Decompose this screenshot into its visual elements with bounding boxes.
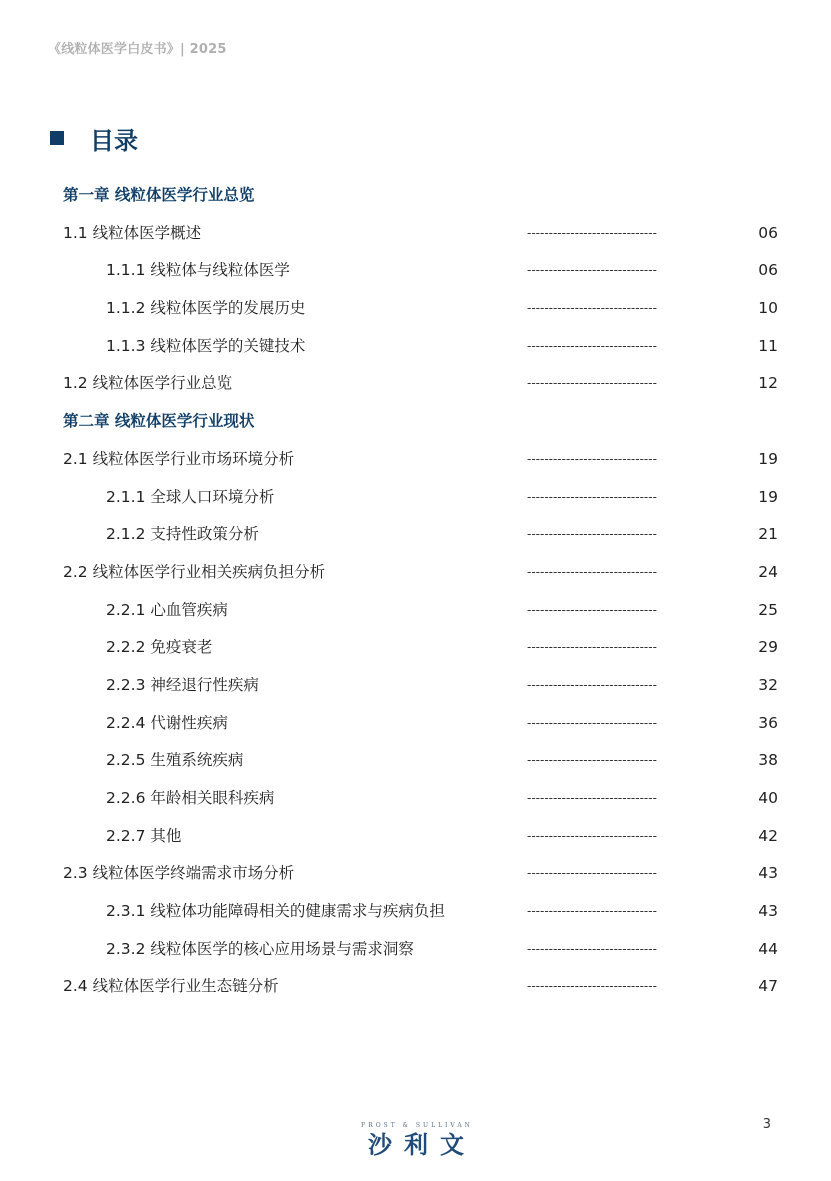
toc-leader-dashes: ------------------------------ xyxy=(527,527,657,542)
toc-page-number: 47 xyxy=(758,977,778,996)
toc-entry[interactable] xyxy=(0,290,831,328)
toc-entry[interactable] xyxy=(0,479,831,517)
toc-page-number: 40 xyxy=(758,789,778,807)
toc-entry-label: 2.1.1 全球人口环境分析 xyxy=(106,487,275,506)
toc-chapter[interactable] xyxy=(0,177,831,215)
toc-chapter[interactable] xyxy=(0,403,831,441)
toc-page-number: 19 xyxy=(758,487,778,506)
toc-entry[interactable] xyxy=(0,629,831,667)
toc-entry[interactable] xyxy=(0,968,831,1006)
toc-leader-dashes: ------------------------------ xyxy=(527,376,657,391)
toc-entry[interactable] xyxy=(0,742,831,780)
toc-entry-label: 1.1.3 线粒体医学的关键技术 xyxy=(106,336,306,355)
toc-entry[interactable] xyxy=(0,667,831,705)
toc-leader-dashes: ------------------------------ xyxy=(527,301,657,316)
toc-leader-dashes: ------------------------------ xyxy=(527,564,657,579)
toc-entry-label: 1.1.2 线粒体医学的发展历史 xyxy=(106,299,306,318)
toc-entry[interactable] xyxy=(0,215,831,253)
toc-entry[interactable] xyxy=(0,554,831,592)
toc-leader-dashes: ------------------------------ xyxy=(527,791,657,805)
toc-entry[interactable] xyxy=(0,516,831,554)
toc-page-number: 06 xyxy=(758,223,778,242)
toc-page-number: 06 xyxy=(758,261,778,280)
toc-entry-label: 2.2.3 神经退行性疾病 xyxy=(106,675,259,694)
toc-page-number: 44 xyxy=(758,939,778,958)
toc-entry-label: 第二章 线粒体医学行业现状 xyxy=(63,412,255,431)
toc-entry-label: 第一章 线粒体医学行业总览 xyxy=(63,186,255,204)
toc-page-number: 38 xyxy=(758,751,778,770)
logo-english-text: FROST & SULLIVAN xyxy=(361,1122,473,1129)
toc-entry-label: 2.3.2 线粒体医学的核心应用场景与需求洞察 xyxy=(106,939,414,958)
toc-entry-label: 2.2.7 其他 xyxy=(106,826,182,845)
toc-leader-dashes: ------------------------------ xyxy=(527,225,657,240)
toc-entry-label: 2.2.5 生殖系统疾病 xyxy=(106,751,244,770)
toc-page-number: 19 xyxy=(758,449,778,468)
toc-leader-dashes: ------------------------------ xyxy=(527,828,657,843)
toc-leader-dashes: ------------------------------ xyxy=(527,263,657,278)
toc-leader-dashes: ------------------------------ xyxy=(527,602,657,617)
page-title: 目录 xyxy=(90,126,138,155)
toc-entry[interactable] xyxy=(0,893,831,931)
toc-entry[interactable] xyxy=(0,441,831,479)
toc-page-number: 11 xyxy=(758,336,778,355)
toc-page-number: 43 xyxy=(758,902,778,921)
toc-entry-label: 2.3.1 线粒体功能障碍相关的健康需求与疾病负担 xyxy=(106,902,445,921)
toc-page-number: 42 xyxy=(758,826,778,845)
toc-list xyxy=(0,177,831,1006)
sullivan-logo xyxy=(352,1122,482,1160)
toc-leader-dashes: ------------------------------ xyxy=(527,677,657,692)
toc-entry-label: 2.2.4 代谢性疾病 xyxy=(106,713,228,732)
toc-leader-dashes: ------------------------------ xyxy=(527,979,657,994)
toc-entry-label: 2.2.6 年龄相关眼科疾病 xyxy=(106,789,275,807)
toc-entry-label: 2.3 线粒体医学终端需求市场分析 xyxy=(63,864,295,883)
toc-leader-dashes: ------------------------------ xyxy=(527,338,657,353)
toc-entry[interactable] xyxy=(0,365,831,403)
toc-entry[interactable] xyxy=(0,705,831,743)
toc-entry-label: 2.2 线粒体医学行业相关疾病负担分析 xyxy=(63,562,326,581)
toc-leader-dashes: ------------------------------ xyxy=(527,489,657,504)
toc-leader-dashes: ------------------------------ xyxy=(527,904,657,919)
toc-leader-dashes: ------------------------------ xyxy=(527,941,657,956)
toc-entry-label: 2.2.2 免疫衰老 xyxy=(106,638,213,657)
toc-leader-dashes: ------------------------------ xyxy=(527,640,657,655)
toc-leader-dashes: ------------------------------ xyxy=(527,451,657,466)
toc-entry-label: 2.4 线粒体医学行业生态链分析 xyxy=(63,977,279,996)
page-number: 3 xyxy=(762,1117,771,1132)
toc-entry-label: 2.1 线粒体医学行业市场环境分析 xyxy=(63,449,295,468)
toc-entry-label: 1.2 线粒体医学行业总览 xyxy=(63,374,233,393)
toc-entry[interactable] xyxy=(0,818,831,856)
toc-entry-label: 1.1 线粒体医学概述 xyxy=(63,223,202,242)
toc-entry[interactable] xyxy=(0,855,831,893)
toc-page-number: 25 xyxy=(758,600,778,619)
toc-entry-label: 2.2.1 心血管疾病 xyxy=(106,600,228,619)
toc-entry[interactable] xyxy=(0,252,831,290)
toc-page-number: 12 xyxy=(758,374,778,393)
running-header: 《线粒体医学白皮书》| 2025 xyxy=(48,42,227,57)
toc-leader-dashes: ------------------------------ xyxy=(527,715,657,730)
toc-page-number: 36 xyxy=(758,713,778,732)
toc-entry-label: 2.1.2 支持性政策分析 xyxy=(106,525,259,544)
toc-entry[interactable] xyxy=(0,328,831,366)
toc-entry-label: 1.1.1 线粒体与线粒体医学 xyxy=(106,261,290,280)
heading-square-icon xyxy=(50,131,64,145)
toc-entry[interactable] xyxy=(0,780,831,818)
toc-leader-dashes: ------------------------------ xyxy=(527,753,657,768)
logo-chinese-text: 沙利文 xyxy=(368,1131,476,1159)
toc-page-number: 43 xyxy=(758,864,778,883)
toc-heading xyxy=(50,121,138,155)
toc-page-number: 10 xyxy=(758,299,778,318)
toc-leader-dashes: ------------------------------ xyxy=(527,866,657,881)
toc-page-number: 21 xyxy=(758,525,778,544)
toc-entry[interactable] xyxy=(0,592,831,630)
toc-page-number: 24 xyxy=(758,562,778,581)
toc-page-number: 32 xyxy=(758,675,778,694)
toc-entry[interactable] xyxy=(0,931,831,969)
toc-page-number: 29 xyxy=(758,638,778,657)
